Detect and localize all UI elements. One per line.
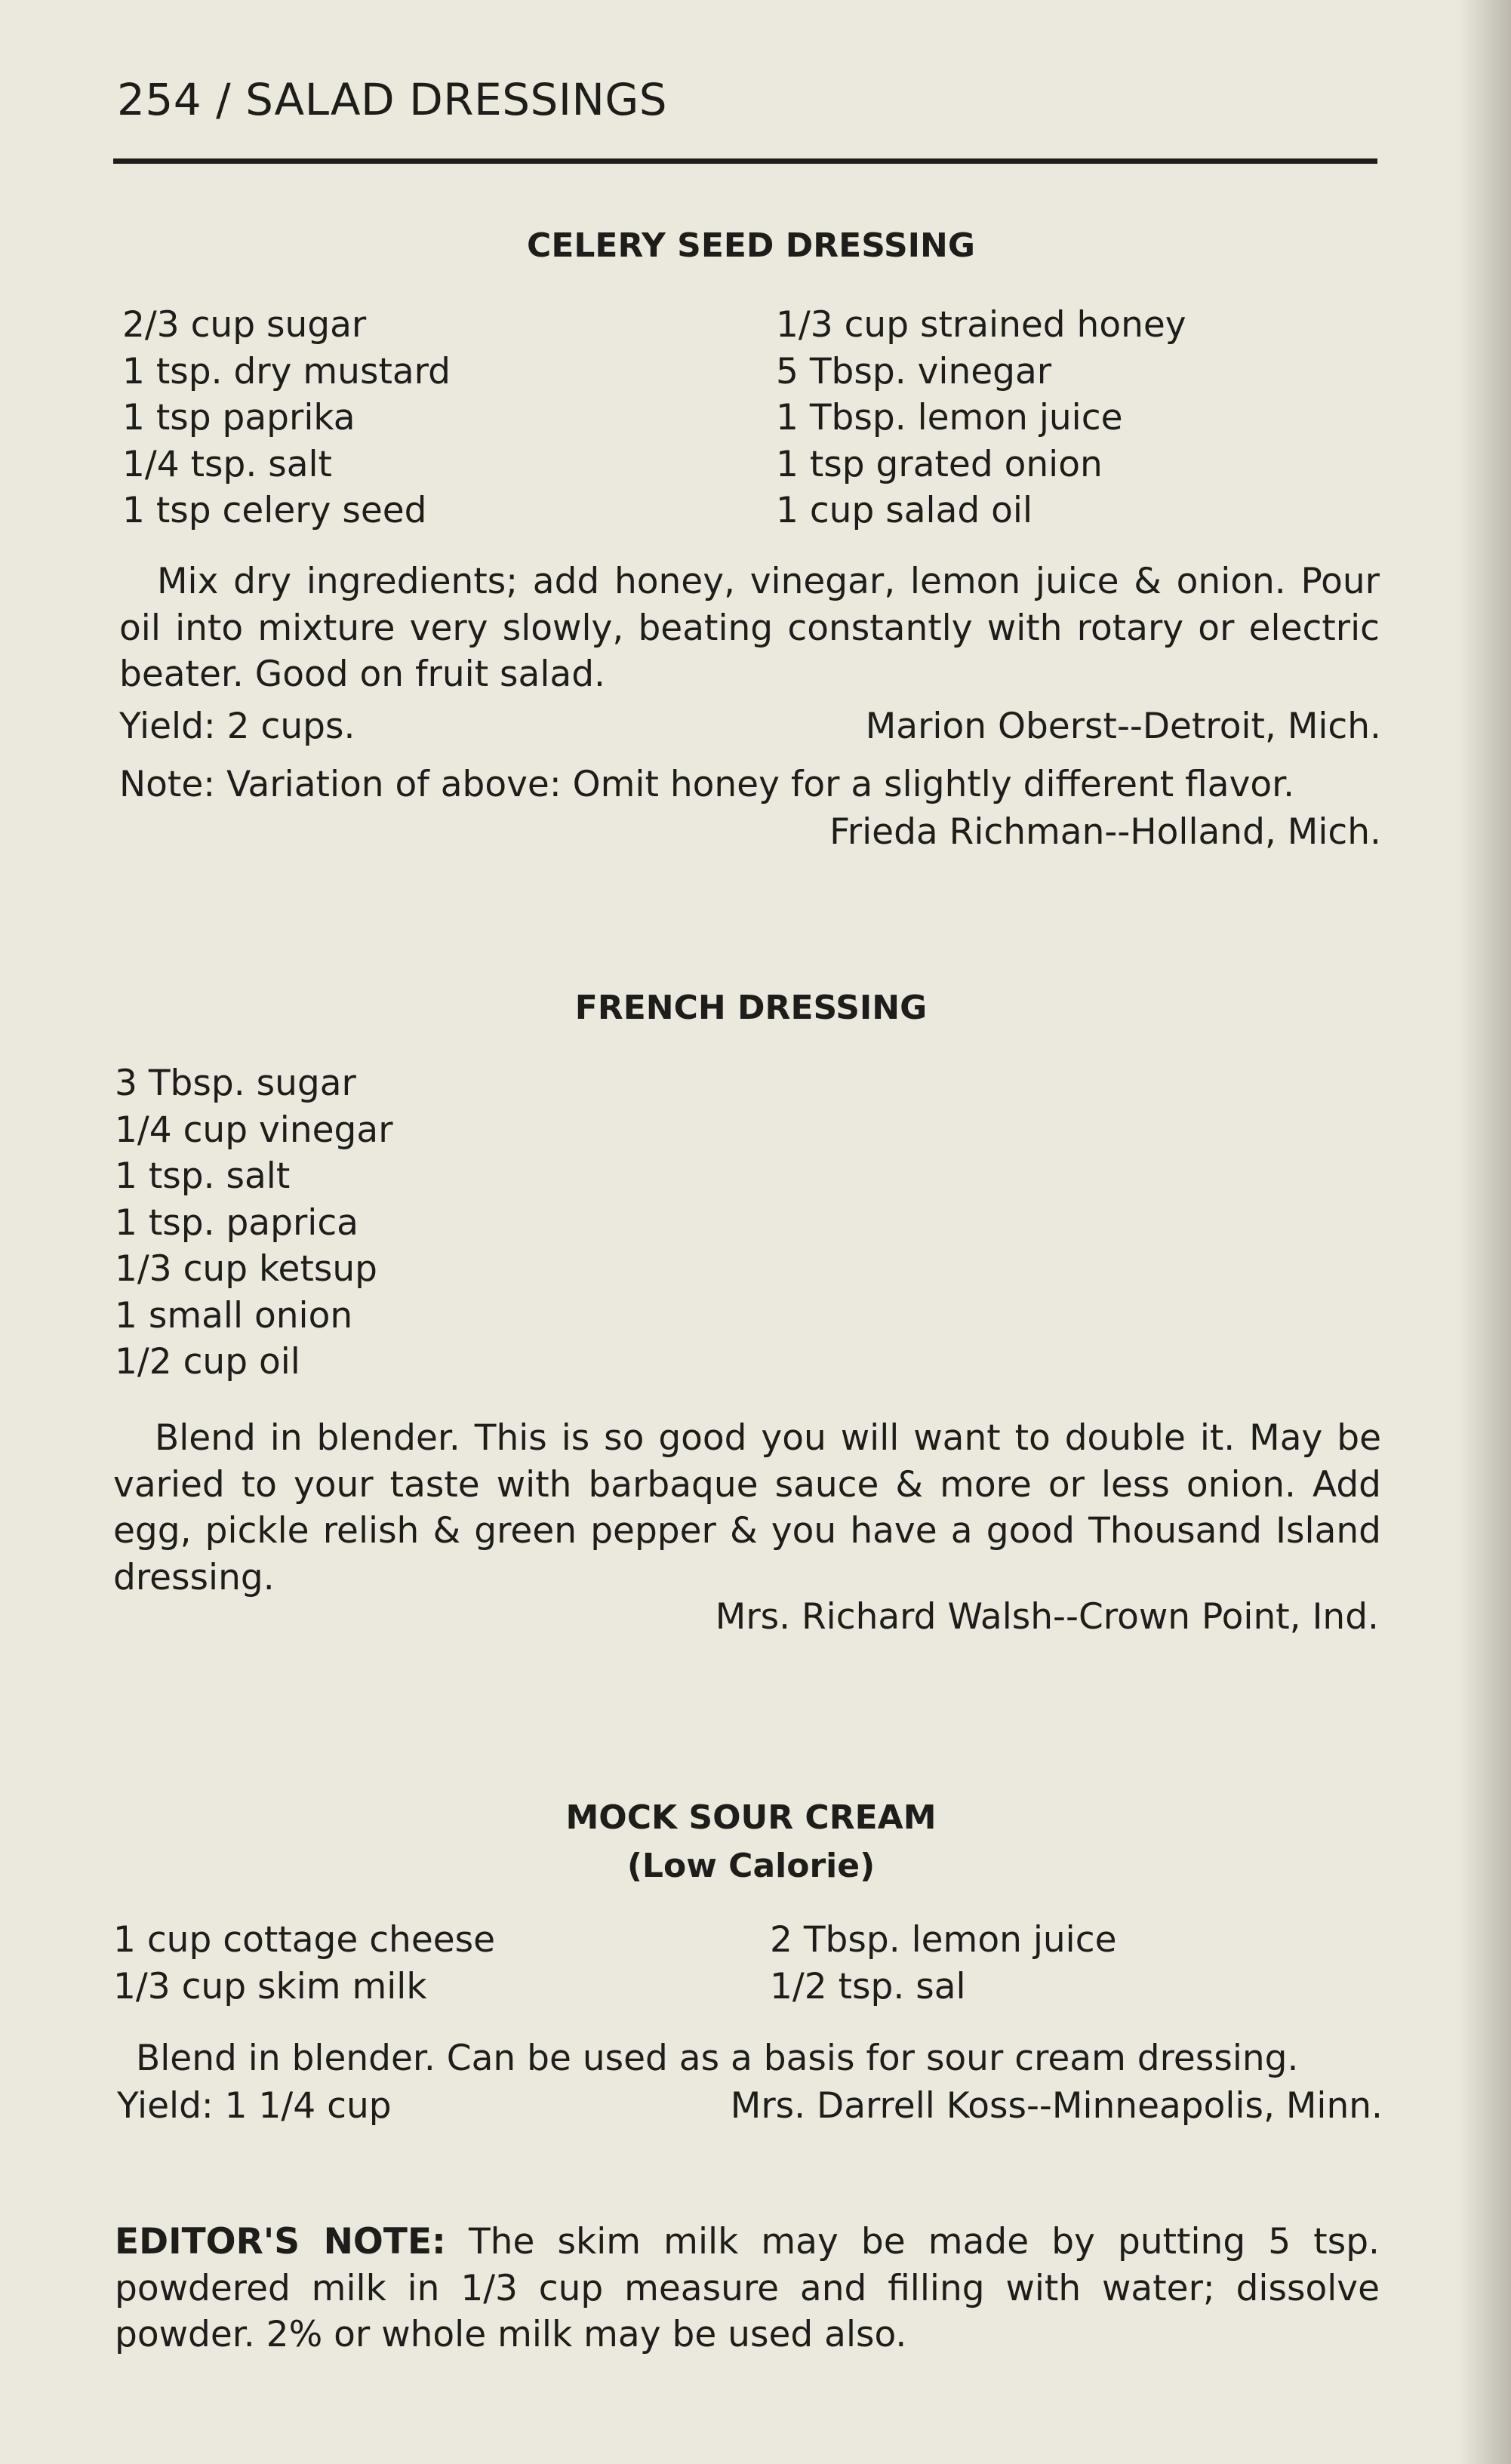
- page-header: 254 / SALAD DRESSINGS: [117, 74, 668, 125]
- ingredient: 1/4 cup vinegar: [115, 1109, 393, 1151]
- celery-title: CELERY SEED DRESSING: [527, 226, 975, 265]
- celery-ingredients-right: [776, 302, 1186, 534]
- editor-note: [115, 2219, 1380, 2358]
- ingredient: 1 cup salad oil: [776, 490, 1033, 531]
- french-title: FRENCH DRESSING: [574, 989, 928, 1027]
- celery-directions: Mix dry ingredients; add honey, vinegar, lemon juice & onion. Pour oil into mixture very slowly, beating constantly with rotary or electric beater. Good on fruit salad.: [119, 561, 1380, 695]
- ingredient: 1 tsp. salt: [115, 1155, 291, 1197]
- mock-directions: Blend in blender. Can be used as a basis for sour cream dressing.: [136, 2038, 1299, 2079]
- french-credit: Mrs. Richard Walsh--Crown Point, Ind.: [715, 1596, 1379, 1638]
- ingredient: 1 cup cottage cheese: [113, 1919, 496, 1961]
- ingredient: 1 tsp. paprica: [115, 1201, 359, 1244]
- ingredient: 1/2 cup oil: [115, 1341, 300, 1383]
- ingredient: 1 tsp. dry mustard: [122, 350, 451, 392]
- ingredient: 1 small onion: [115, 1294, 353, 1337]
- editor-note-label: EDITOR'S NOTE:: [115, 2221, 446, 2263]
- mock-yield: Yield: 1 1/4 cup: [117, 2085, 392, 2127]
- mock-ingredients-right: [770, 1917, 1117, 2010]
- french-ingredients: [115, 1060, 393, 1386]
- ingredient: 1 tsp paprika: [122, 397, 355, 438]
- ingredient: 1 tsp grated onion: [776, 443, 1103, 485]
- ingredient: 2 Tbsp. lemon juice: [770, 1919, 1117, 1961]
- mock-credit: Mrs. Darrell Koss--Minneapolis, Minn.: [730, 2085, 1383, 2127]
- ingredient: 3 Tbsp. sugar: [115, 1063, 356, 1104]
- ingredient: 5 Tbsp. vinegar: [776, 350, 1052, 392]
- ingredient: 1/3 cup skim milk: [113, 1965, 427, 2007]
- ingredient: 1/4 tsp. salt: [122, 443, 332, 485]
- ingredient: 1 Tbsp. lemon juice: [776, 397, 1123, 438]
- mock-title: MOCK SOUR CREAM: [565, 1798, 937, 1837]
- editor-note-text: The skim milk may be made by putting 5 tsp. powdered milk in 1/3 cup measure and filling with water; dissolve powder. 2% or whole milk may be used also.: [115, 2221, 1380, 2355]
- mock-ingredients-left: [113, 1917, 495, 2010]
- celery-note: Note: Variation of above: Omit honey for a slightly different flavor.: [119, 764, 1295, 805]
- celery-credit: Marion Oberst--Detroit, Mich.: [865, 706, 1381, 747]
- ingredient: 1/3 cup ketsup: [115, 1248, 377, 1290]
- ingredient: 1 tsp celery seed: [122, 490, 427, 531]
- celery-ingredients-left: [122, 302, 451, 534]
- mock-subtitle: (Low Calorie): [626, 1847, 876, 1885]
- header-rule: [113, 158, 1377, 164]
- ingredient: 2/3 cup sugar: [122, 304, 367, 346]
- ingredient: 1/2 tsp. sal: [770, 1965, 966, 2007]
- page-edge-shadow: [1458, 0, 1511, 2464]
- french-directions: Blend in blender. This is so good you will want to double it. May be varied to your taste with barbaque sauce & more or less onion. Add egg, pickle relish & green pepper & you have a good Thousand Island dressing.: [113, 1417, 1381, 1598]
- celery-note-credit: Frieda Richman--Holland, Mich.: [829, 811, 1381, 853]
- ingredient: 1/3 cup strained honey: [776, 304, 1186, 346]
- celery-yield: Yield: 2 cups.: [119, 706, 355, 747]
